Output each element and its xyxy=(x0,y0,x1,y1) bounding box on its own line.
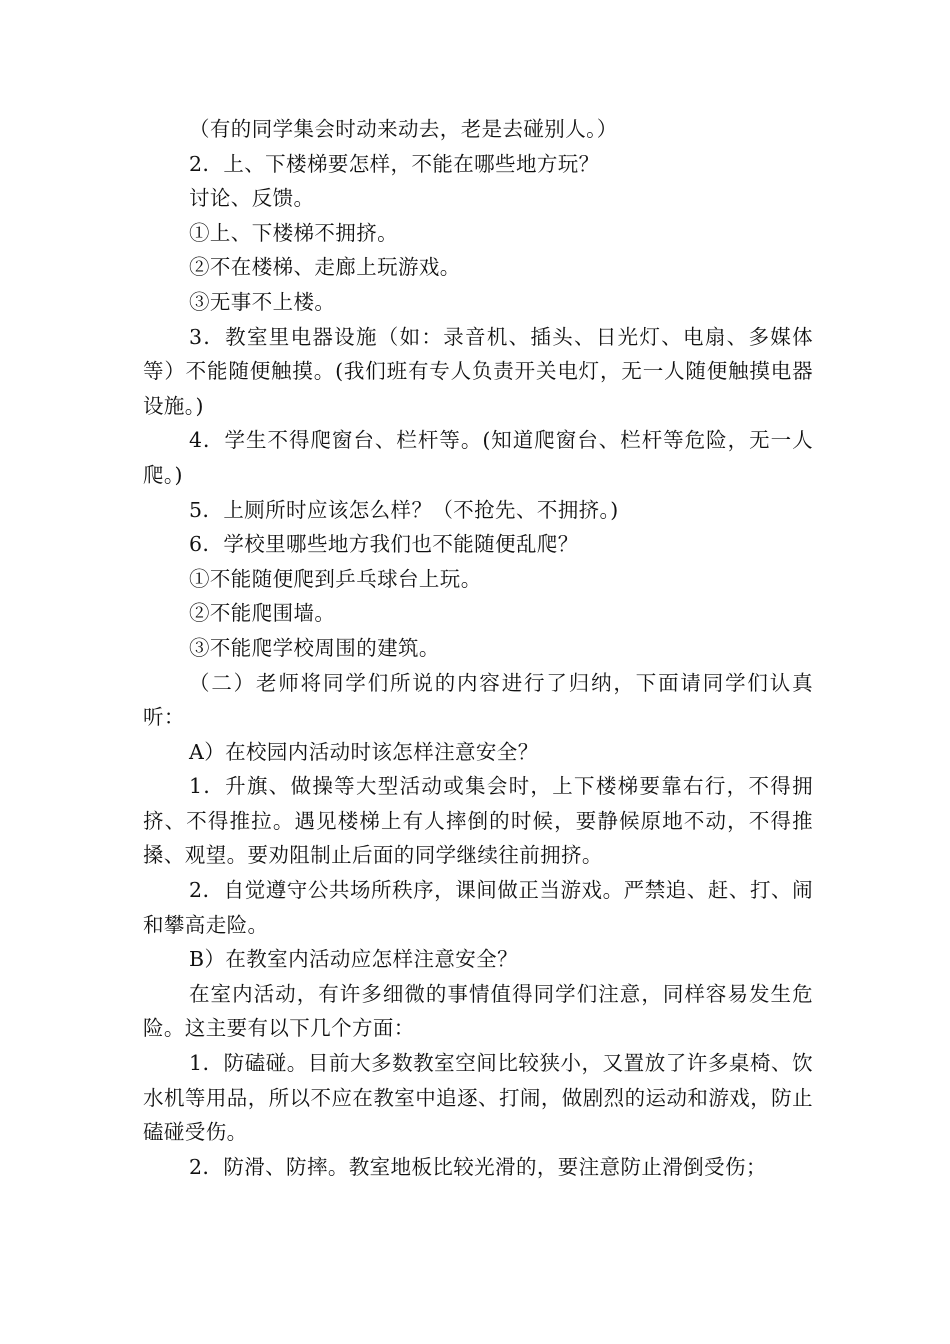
paragraph: （有的同学集会时动来动去，老是去碰别人。） xyxy=(189,117,618,141)
list-item: ②不在楼梯、走廊上玩游戏。 xyxy=(189,255,461,280)
question-4: 4．学生不得爬窗台、栏杆等。(知道爬窗台、栏杆等危险，无一人爬。) xyxy=(143,428,813,487)
subsection-heading-b: B）在教室内活动应怎样注意安全？ xyxy=(189,947,518,972)
paragraph: 2．防滑、防摔。教室地板比较光滑的，要注意防止滑倒受伤； xyxy=(189,1154,767,1179)
paragraph: 2．自觉遵守公共场所秩序，课间做正当游戏。严禁追、赶、打、闹和攀高走险。 xyxy=(143,878,813,937)
question-2: 2．上、下楼梯要怎样，不能在哪些地方玩？ xyxy=(189,151,600,176)
document-body xyxy=(143,112,813,1184)
section-heading-2: （二）老师将同学们所说的内容进行了归纳，下面请同学们认真听： xyxy=(143,670,813,730)
list-item: ①上、下楼梯不拥挤。 xyxy=(189,220,398,245)
subsection-heading-a: A）在校园内活动时该怎样注意安全？ xyxy=(189,739,539,764)
question-3: 3．教室里电器设施（如：录音机、插头、日光灯、电扇、多媒体等）不能随便触摸。(我们班有专人负责开关电灯，无一人随便触摸电器设施。) xyxy=(143,324,813,418)
paragraph: 1．升旗、做操等大型活动或集会时，上下楼梯要靠右行，不得拥挤、不得推拉。遇见楼梯上有人摔倒的时候，要静候原地不动，不得推搡、观望。要劝阻制止后面的同学继续往前拥挤。 xyxy=(143,774,813,868)
list-item: ①不能随便爬到乒乓球台上玩。 xyxy=(189,566,482,591)
list-item: ②不能爬围墙。 xyxy=(189,601,336,626)
paragraph: 讨论、反馈。 xyxy=(189,186,315,211)
list-item: ③不能爬学校周围的建筑。 xyxy=(189,635,440,660)
paragraph: 在室内活动，有许多细微的事情值得同学们注意，同样容易发生危险。这主要有以下几个方面： xyxy=(143,981,813,1041)
paragraph: 1．防磕碰。目前大多数教室空间比较狭小，又置放了许多桌椅、饮水机等用品，所以不应在教室中追逐、打闹，做剧烈的运动和游戏，防止磕碰受伤。 xyxy=(143,1051,813,1145)
question-6: 6．学校里哪些地方我们也不能随便乱爬？ xyxy=(189,532,579,557)
question-5: 5．上厕所时应该怎么样？（不抢先、不拥挤。) xyxy=(189,497,619,522)
list-item: ③无事不上楼。 xyxy=(189,289,336,314)
